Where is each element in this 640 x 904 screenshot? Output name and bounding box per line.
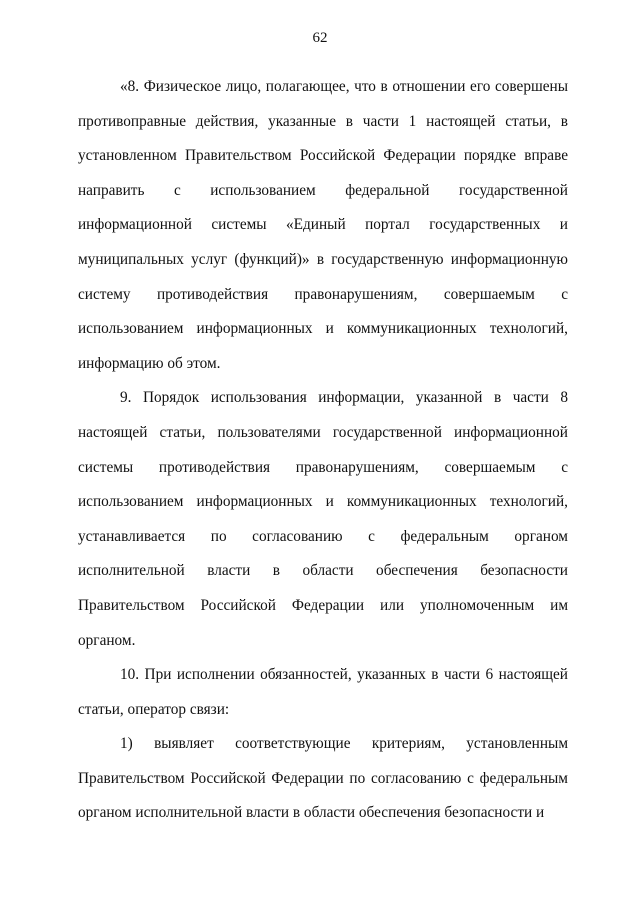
paragraph-part-8: «8. Физическое лицо, полагающее, что в отношении его совершены противоправные действия, указанные в части 1 настоящей статьи, в установленном Правительством Российской Федерации порядке вправе направить с использованием федеральной государственной информационной системы «Единый портал государственных и муниципальных услуг (функций)» в государственную информационную систему противодействия правонарушениям, совершаемым с использованием информационных и коммуникационных технологий, информацию об этом. xyxy=(78,78,568,372)
document-body xyxy=(78,70,568,831)
paragraph-part-9: 9. Порядок использования информации, указанной в части 8 настоящей статьи, пользователями государственной информационной системы противодействия правонарушениям, совершаемым с использованием информационных и коммуникационных технологий, устанавливается по согласованию с федеральным органом исполнительной власти в области обеспечения безопасности Правительством Российской Федерации или уполномоченным им органом. xyxy=(78,389,568,649)
paragraph-part-10: 10. При исполнении обязанностей, указанных в части 6 настоящей статьи, оператор связи: xyxy=(78,666,568,718)
paragraph-item-1: 1) выявляет соответствующие критериям, установленным Правительством Российской Федерации по согласованию с федеральным органом исполнительной власти в области обеспечения безопасности и xyxy=(78,735,568,822)
page-number: 62 xyxy=(312,30,328,46)
